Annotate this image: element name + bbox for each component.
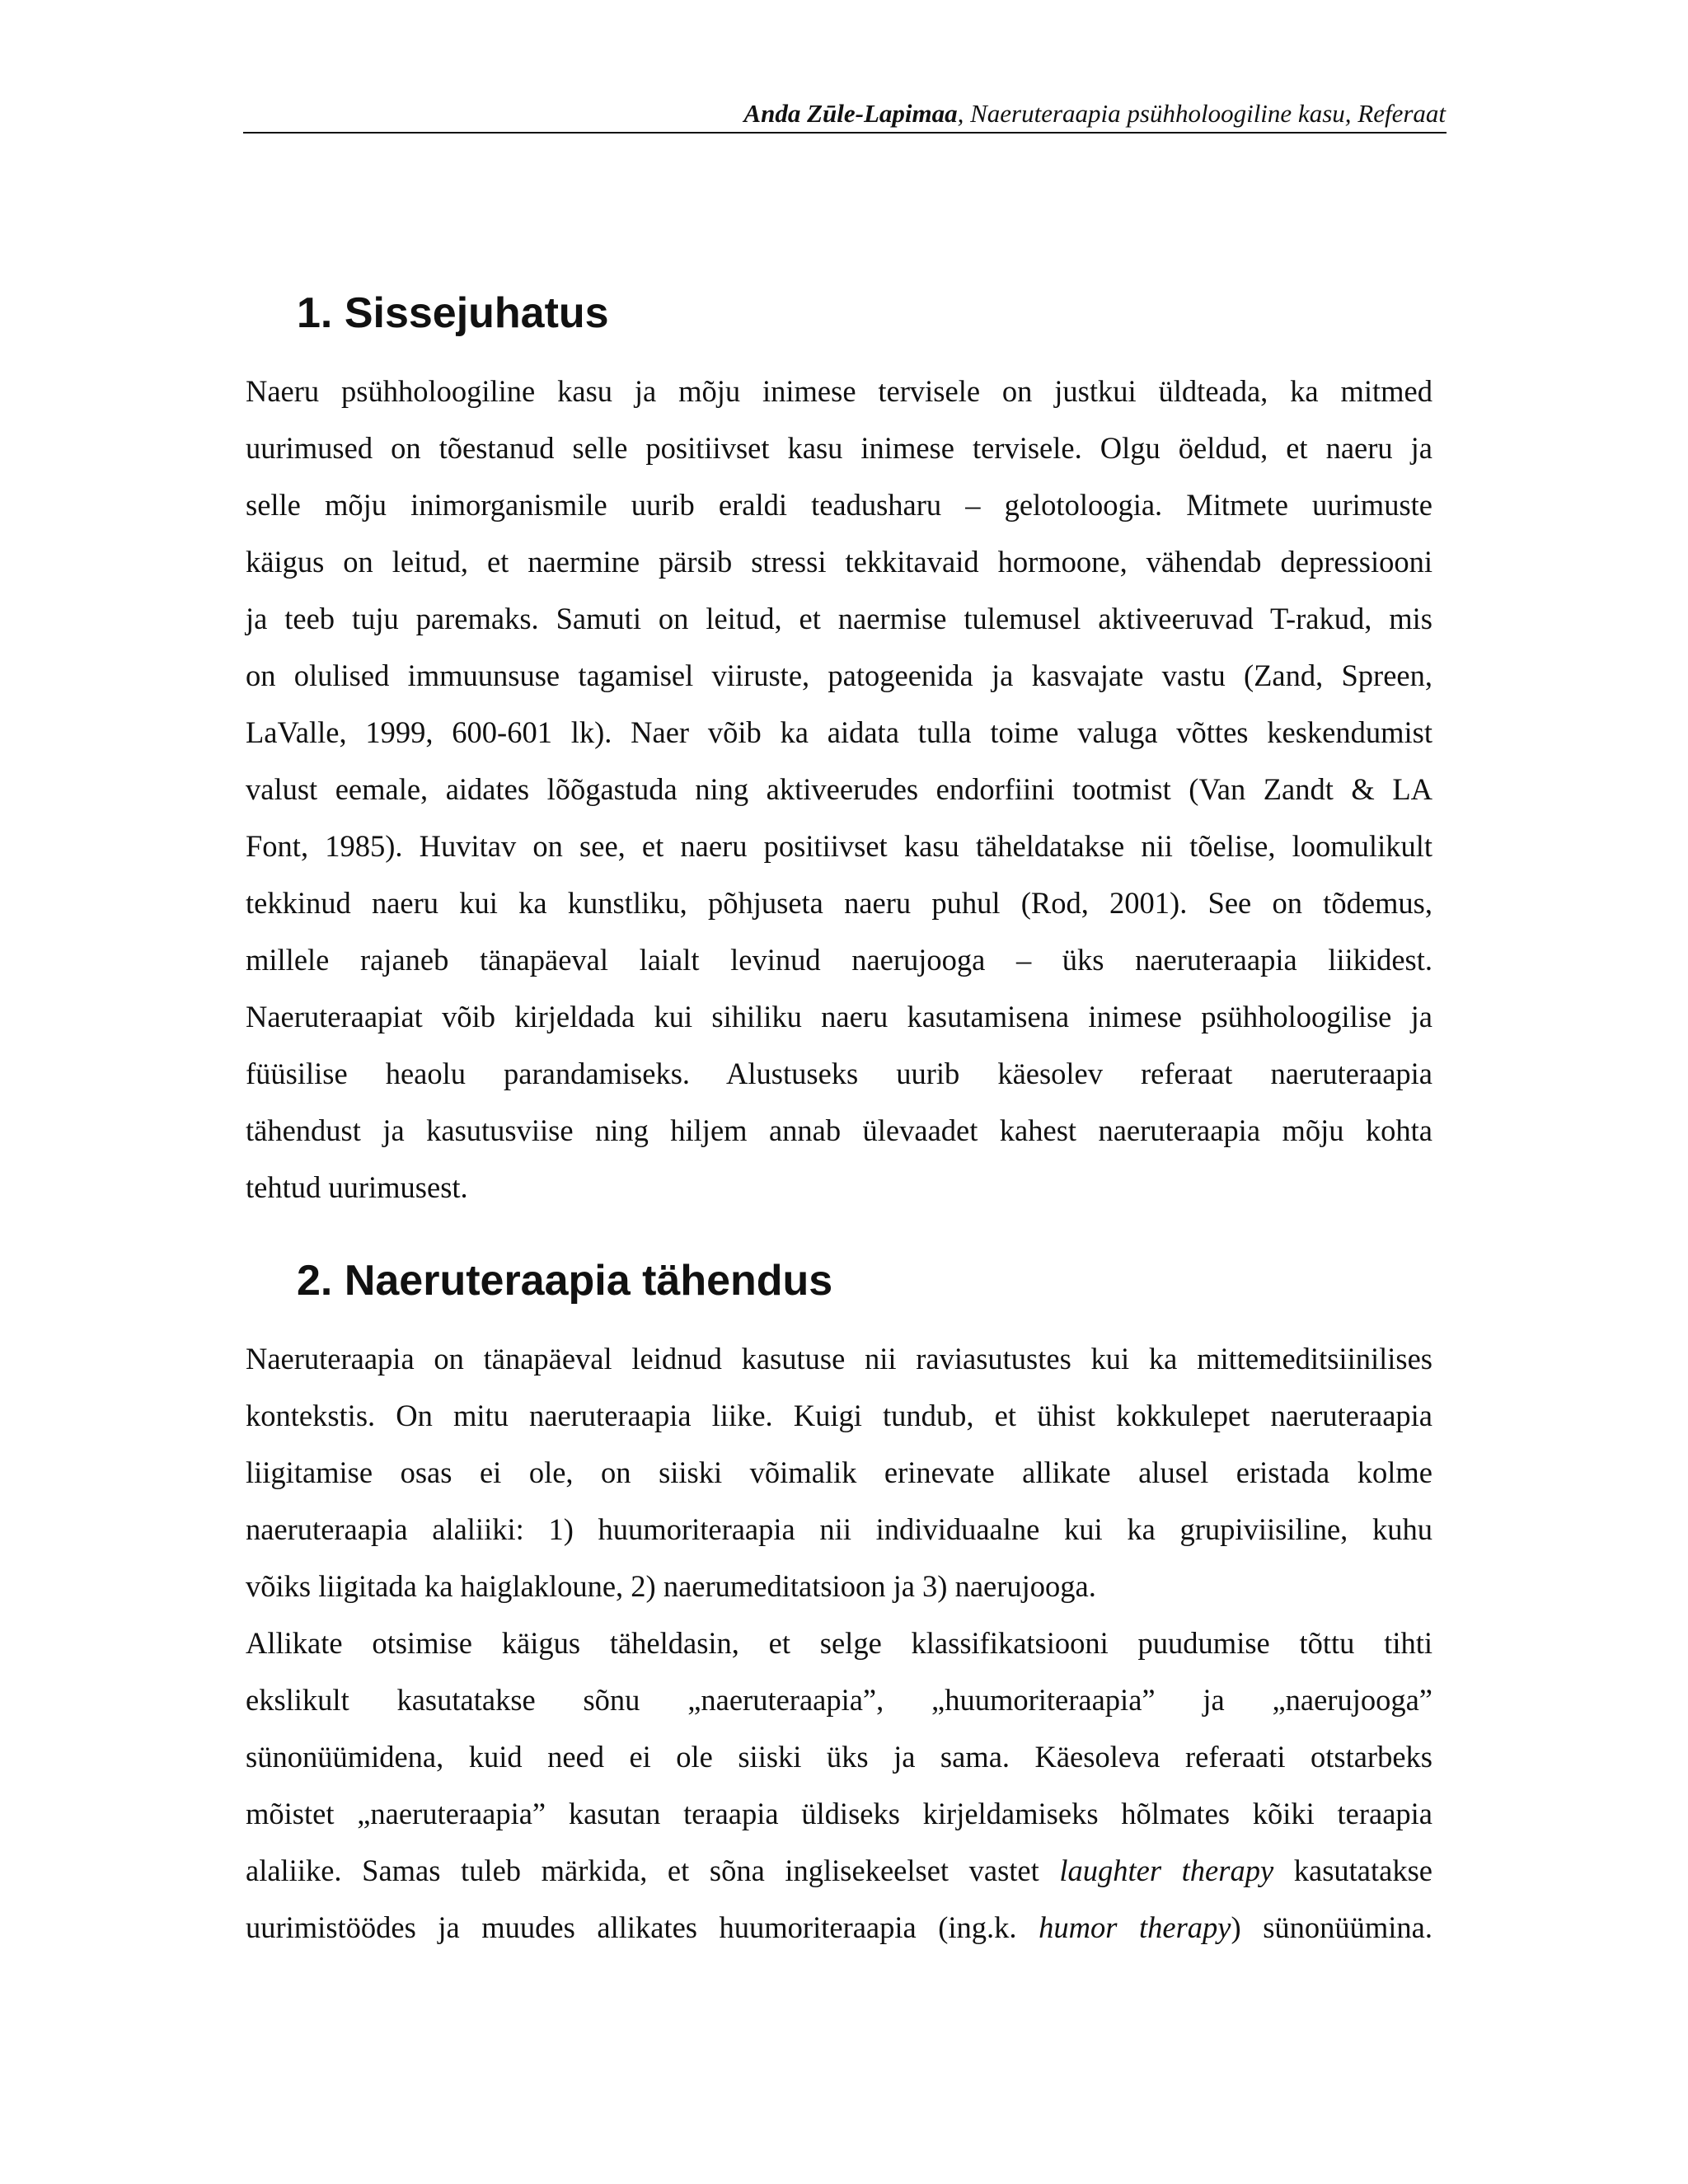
text-line: Naeruteraapiat võib kirjeldada kui sihiliku naeru kasutamisena inimese psühholoogilise ja xyxy=(246,1000,1432,1033)
text-line: valust eemale, aidates lõõgastuda ning aktiveerudes endorfiini tootmist (Van Zandt & LA xyxy=(246,772,1432,806)
text-line: Allikate otsimise käigus täheldasin, et selge klassifikatsiooni puudumise tõttu tihti xyxy=(246,1626,1432,1660)
text-line: LaValle, 1999, 600-601 lk). Naer võib ka aidata tulla toime valuga võttes keskendumist xyxy=(246,715,1432,749)
text-line: millele rajaneb tänapäeval laialt levinud naerujooga – üks naeruteraapia liikidest. xyxy=(246,943,1432,977)
meaning-paragraph-2 xyxy=(246,1615,1432,1956)
section-heading-introduction: 1. Sissejuhatus xyxy=(297,289,609,337)
text-line: tekkinud naeru kui ka kunstliku, põhjuseta naeru puhul (Rod, 2001). See on tõdemus, xyxy=(246,886,1432,920)
text-line: naeruteraapia alaliiki: 1) huumoriteraapia nii individuaalne kui ka grupiviisiline, kuhu xyxy=(246,1512,1432,1546)
text-fragment: uurimistöödes ja muudes allikates huumoriteraapia (ing.k. xyxy=(246,1910,1039,1944)
text-line: käigus on leitud, et naermine pärsib stressi tekkitavaid hormoone, vähendab depressiooni xyxy=(246,545,1432,579)
text-line: mõistet „naeruteraapia” kasutan teraapia üldiseks kirjeldamiseks hõlmates kõiki teraapia xyxy=(246,1797,1432,1830)
text-line: kontekstis. On mitu naeruteraapia liike. Kuigi tundub, et ühist kokkulepet naeruteraapia xyxy=(246,1399,1432,1432)
text-fragment: kasutatakse xyxy=(1273,1854,1432,1887)
text-line: ja teeb tuju paremaks. Samuti on leitud, et naermise tulemusel aktiveeruvad T-rakud, mis xyxy=(246,602,1432,635)
section-heading-meaning: 2. Naeruteraapia tähendus xyxy=(297,1257,833,1305)
emphasis-humor-therapy: humor therapy xyxy=(1039,1910,1231,1944)
text-line: liigitamise osas ei ole, on siiski võimalik erinevate allikate alusel eristada kolme xyxy=(246,1455,1432,1489)
text-line: ekslikult kasutatakse sõnu „naeruteraapia”, „huumoriteraapia” ja „naerujooga” xyxy=(246,1683,1432,1717)
text-fragment: ) sünonüümina. xyxy=(1231,1910,1433,1944)
header-author: Anda Zūle-Lapimaa xyxy=(743,99,958,128)
text-line: uurimused on tõestanud selle positiivset kasu inimese tervisele. Olgu öeldud, et naeru ja xyxy=(246,431,1432,465)
text-line: võiks liigitada ka haiglakloune, 2) naerumeditatsioon ja 3) naerujooga. xyxy=(246,1569,1096,1603)
text-line: sünonüümidena, kuid need ei ole siiski üks ja sama. Käesoleva referaati otstarbeks xyxy=(246,1740,1432,1774)
text-line: Font, 1985). Huvitav on see, et naeru positiivset kasu täheldatakse nii tõelise, loomulikult xyxy=(246,829,1432,863)
text-line: füüsilise heaolu parandamiseks. Alustuseks uurib käesolev referaat naeruteraapia xyxy=(246,1057,1432,1090)
meaning-paragraph-1 xyxy=(246,1330,1432,1615)
text-line xyxy=(246,1899,1432,1956)
running-header xyxy=(244,97,1446,130)
text-line xyxy=(246,1842,1432,1899)
text-line: Naeru psühholoogiline kasu ja mõju inimese tervisele on justkui üldteada, ka mitmed xyxy=(246,374,1432,408)
emphasis-laughter-therapy: laughter therapy xyxy=(1059,1854,1274,1887)
text-line: Naeruteraapia on tänapäeval leidnud kasutuse nii raviasutustes kui ka mittemeditsiinilises xyxy=(246,1342,1432,1376)
text-line: tehtud uurimusest. xyxy=(246,1170,468,1204)
text-line: tähendust ja kasutusviise ning hiljem annab ülevaadet kahest naeruteraapia mõju kohta xyxy=(246,1113,1432,1147)
header-title: , Naeruteraapia psühholoogiline kasu, Referaat xyxy=(957,99,1446,128)
text-line: on olulised immuunsuse tagamisel viiruste, patogeenida ja kasvajate vastu (Zand, Spreen, xyxy=(246,658,1432,692)
text-fragment: alaliike. Samas tuleb märkida, et sõna inglisekeelset vastet xyxy=(246,1854,1060,1887)
header-rule xyxy=(243,132,1447,134)
introduction-paragraph xyxy=(246,363,1432,1216)
text-line: selle mõju inimorganismile uurib eraldi teadusharu – gelotoloogia. Mitmete uurimuste xyxy=(246,488,1432,522)
